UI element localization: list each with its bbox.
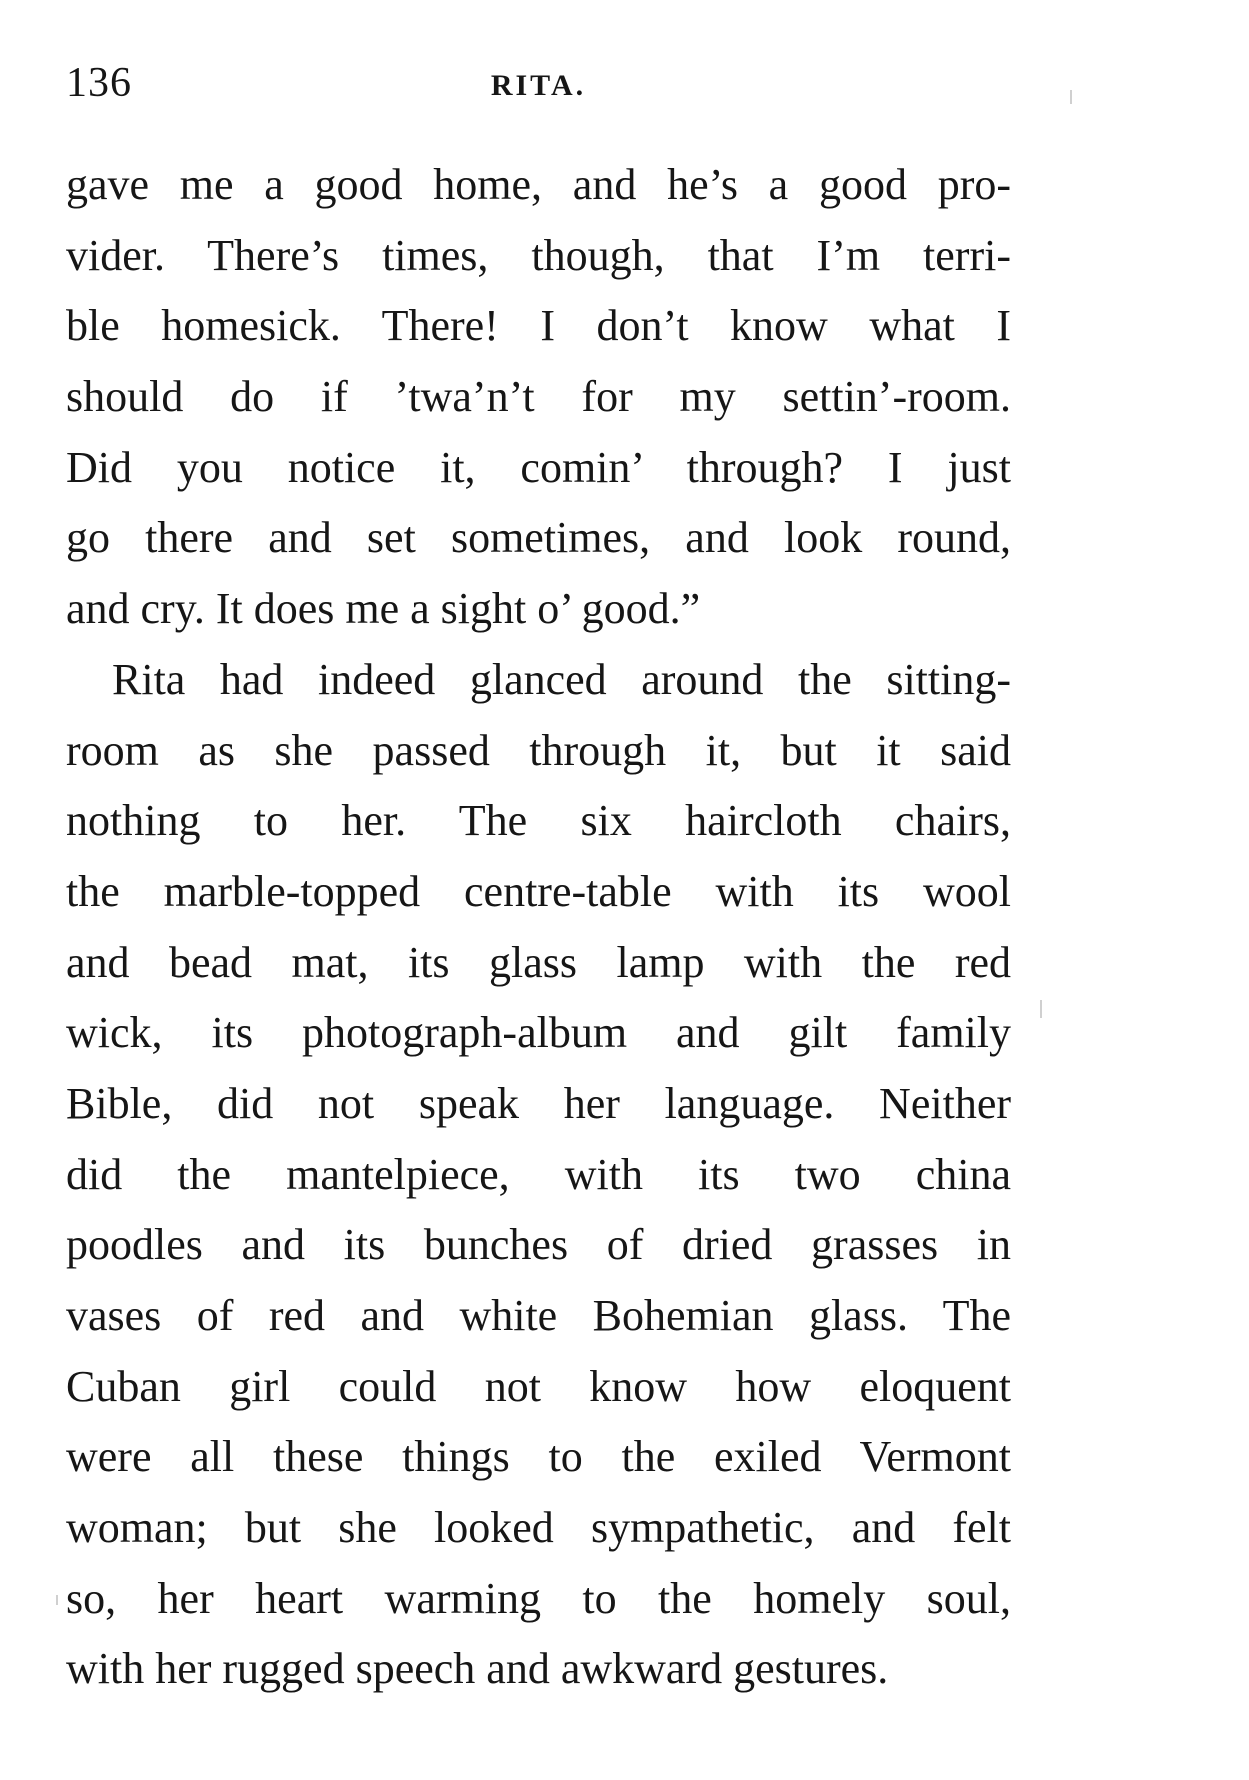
text-line: room as she passed through it, but it said [66,725,1011,775]
paragraph [66,645,1011,1705]
text-line: wick, its photograph-album and gilt family [66,1008,1011,1058]
text-line: did the mantelpiece, with its two china [66,1149,1011,1199]
text-line: so, her heart warming to the homely soul, [66,1573,1011,1623]
margin-speck [1040,1000,1042,1018]
text-line: Did you notice it, comin’ through? I just [66,442,1011,492]
text-line: poodles and its bunches of dried grasses in [66,1220,1011,1270]
text-line: Cuban girl could not know how eloquent [66,1361,1011,1411]
text-line: nothing to her. The six haircloth chairs, [66,796,1011,846]
body-text [66,150,1011,1705]
page-number: 136 [66,60,132,106]
text-line: should do if ’twa’n’t for my settin’-room. [66,372,1011,422]
text-line: Rita had indeed glanced around the sitting- [112,654,1011,704]
margin-speck [56,1595,58,1605]
text-line: ble homesick. There! I don’t know what I [66,301,1011,351]
text-line: and bead mat, its glass lamp with the red [66,937,1011,987]
running-head: RITA. [490,69,587,102]
text-line: and cry. It does me a sight o’ good.” [66,584,701,634]
text-line: woman; but she looked sympathetic, and felt [66,1503,1011,1553]
text-line: vases of red and white Bohemian glass. The [66,1291,1011,1340]
text-line: the marble-topped centre-table with its wool [66,866,1011,916]
margin-speck [1070,90,1072,104]
page-header [66,58,1011,108]
text-line: with her rugged speech and awkward gestures. [66,1644,889,1694]
text-line: go there and set sometimes, and look round, [66,513,1011,563]
text-line: vider. There’s times, though, that I’m terri- [66,230,1011,280]
paragraph [66,150,1011,645]
text-line: Bible, did not speak her language. Neither [66,1078,1011,1128]
text-line: gave me a good home, and he’s a good pro- [66,160,1011,209]
text-line: were all these things to the exiled Vermont [66,1432,1011,1482]
